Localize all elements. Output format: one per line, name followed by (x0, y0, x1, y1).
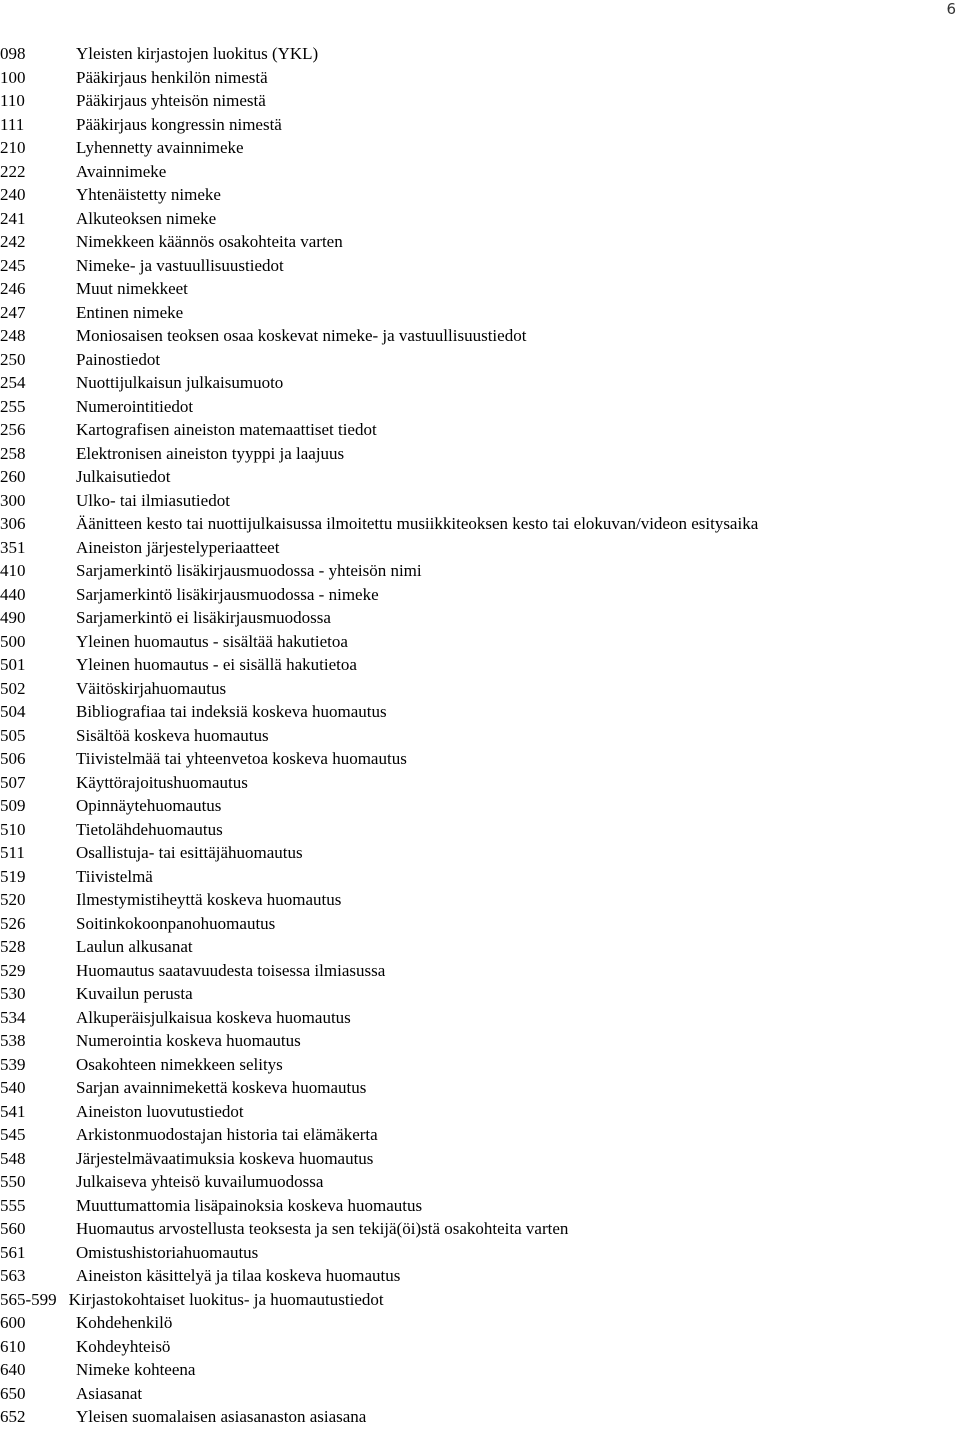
field-description: Kohdehenkilö (76, 1313, 173, 1332)
field-row (0, 1147, 960, 1171)
field-row (0, 136, 960, 160)
field-code: 561 (0, 1242, 26, 1262)
field-code: 507 (0, 772, 26, 792)
field-row (0, 301, 960, 325)
field-row (0, 160, 960, 184)
field-description: Osallistuja- tai esittäjähuomautus (76, 843, 303, 862)
field-code: 540 (0, 1078, 26, 1097)
field-code: 500 (0, 631, 26, 651)
field-description: Yleinen huomautus - sisältää hakutietoa (76, 631, 348, 651)
field-row (0, 207, 960, 231)
field-row (0, 818, 960, 842)
field-row (0, 1194, 960, 1218)
field-code: 258 (0, 443, 26, 463)
field-row (0, 1170, 960, 1194)
field-code: 246 (0, 279, 26, 298)
field-row (0, 277, 960, 301)
field-description: Järjestelmävaatimuksia koskeva huomautus (76, 1148, 374, 1168)
field-code: 505 (0, 725, 26, 745)
field-code: 520 (0, 890, 26, 909)
field-code: 539 (0, 1054, 26, 1074)
field-description: Pääkirjaus kongressin nimestä (76, 114, 282, 134)
field-row (0, 606, 960, 630)
field-row (0, 1264, 960, 1288)
field-row (0, 959, 960, 983)
field-code: 506 (0, 749, 26, 768)
field-code: 545 (0, 1125, 26, 1144)
field-description: Nimeke- ja vastuullisuustiedot (76, 255, 284, 275)
field-code: 100 (0, 67, 26, 87)
field-row (0, 559, 960, 583)
field-code: 519 (0, 866, 26, 886)
field-row (0, 912, 960, 936)
field-description: Käyttörajoitushuomautus (76, 772, 248, 792)
field-code: 548 (0, 1148, 26, 1168)
field-row (0, 442, 960, 466)
field-description: Alkuperäisjulkaisua koskeva huomautus (76, 1007, 351, 1027)
field-description: Avainnimeke (76, 161, 167, 181)
field-code: 250 (0, 349, 26, 369)
field-description: Yleinen huomautus - ei sisällä hakutietoa (76, 655, 357, 674)
field-code: 502 (0, 678, 26, 698)
field-row (0, 794, 960, 818)
field-code: 600 (0, 1313, 26, 1332)
field-code: 247 (0, 302, 26, 322)
field-row (0, 1076, 960, 1100)
field-row (0, 348, 960, 372)
field-code: 351 (0, 537, 26, 557)
field-code: 260 (0, 467, 26, 486)
field-description: Tiivistelmää tai yhteenvetoa koskeva huomautus (76, 749, 407, 768)
field-code: 509 (0, 796, 26, 815)
field-description: Osakohteen nimekkeen selitys (76, 1054, 283, 1074)
field-row (0, 465, 960, 489)
field-code: 410 (0, 561, 26, 580)
field-row (0, 1006, 960, 1030)
field-code: 222 (0, 161, 26, 181)
field-description: Kirjastokohtaiset luokitus- ja huomautustiedot (68, 1289, 384, 1309)
field-row (0, 677, 960, 701)
field-description: Numerointia koskeva huomautus (76, 1031, 301, 1050)
field-row (0, 1217, 960, 1241)
field-row (0, 66, 960, 90)
field-description: Elektronisen aineiston tyyppi ja laajuus (76, 443, 345, 463)
field-code: 440 (0, 584, 26, 604)
field-row (0, 653, 960, 677)
field-row (0, 324, 960, 348)
field-description: Nimekkeen käännös osakohteita varten (76, 232, 343, 251)
field-row (0, 489, 960, 513)
field-description: Väitöskirjahuomautus (76, 678, 227, 698)
field-row (0, 630, 960, 654)
field-code: 242 (0, 232, 26, 251)
field-code: 510 (0, 819, 26, 839)
field-code: 511 (0, 843, 25, 862)
field-code: 245 (0, 255, 26, 275)
field-description: Laulun alkusanat (76, 937, 193, 956)
field-code: 256 (0, 420, 26, 439)
field-description: Pääkirjaus yhteisön nimestä (76, 91, 266, 110)
field-code: 530 (0, 984, 26, 1003)
field-row (0, 395, 960, 419)
field-description: Ulko- tai ilmiasutiedot (76, 490, 230, 510)
page-number: 6 (946, 0, 956, 18)
field-description: Yleisten kirjastojen luokitus (YKL) (76, 44, 319, 63)
field-row (0, 1382, 960, 1406)
field-description: Pääkirjaus henkilön nimestä (76, 67, 268, 87)
field-code: 541 (0, 1101, 26, 1121)
field-description: Lyhennetty avainnimeke (76, 138, 244, 157)
field-row (0, 771, 960, 795)
field-description: Julkaisutiedot (76, 467, 171, 486)
field-description: Muuttumattomia lisäpainoksia koskeva huomautus (76, 1195, 423, 1215)
field-row (0, 230, 960, 254)
field-description: Sisältöä koskeva huomautus (76, 725, 269, 745)
field-description: Arkistonmuodostajan historia tai elämäkerta (76, 1125, 378, 1144)
field-description: Soitinkokoonpanohuomautus (76, 913, 276, 933)
field-code: 650 (0, 1383, 26, 1403)
field-description: Äänitteen kesto tai nuottijulkaisussa ilmoitettu musiikkiteoksen kesto tai elokuvan/videon esitysaika (76, 514, 759, 533)
field-description: Ilmestymistiheyttä koskeva huomautus (76, 890, 342, 909)
field-description: Kartografisen aineiston matemaattiset tiedot (76, 420, 377, 439)
field-row (0, 724, 960, 748)
field-code: 563 (0, 1266, 26, 1285)
field-code: 110 (0, 91, 25, 110)
field-row (0, 1405, 960, 1429)
field-code: 501 (0, 655, 26, 674)
field-description: Moniosaisen teoksen osaa koskevat nimeke- ja vastuullisuustiedot (76, 326, 527, 345)
field-description: Huomautus saatavuudesta toisessa ilmiasussa (76, 960, 386, 980)
field-row (0, 1358, 960, 1382)
field-code: 528 (0, 937, 26, 956)
field-description: Nimeke kohteena (76, 1360, 196, 1379)
field-row (0, 1053, 960, 1077)
field-description: Sarjan avainnimekettä koskeva huomautus (76, 1078, 367, 1097)
field-code: 306 (0, 514, 26, 533)
field-row (0, 418, 960, 442)
field-description: Opinnäytehuomautus (76, 796, 222, 815)
field-code: 550 (0, 1172, 26, 1191)
field-description: Sarjamerkintö lisäkirjausmuodossa - nimeke (76, 584, 379, 604)
field-row (0, 1123, 960, 1147)
field-code: 610 (0, 1336, 26, 1356)
field-row (0, 536, 960, 560)
field-code: 111 (0, 114, 25, 134)
field-code: 504 (0, 702, 26, 721)
field-description: Julkaiseva yhteisö kuvailumuodossa (76, 1172, 324, 1191)
field-code: 300 (0, 490, 26, 510)
field-code: 248 (0, 326, 26, 345)
field-row (0, 583, 960, 607)
field-row (0, 841, 960, 865)
field-row (0, 1241, 960, 1265)
field-row (0, 42, 960, 66)
field-code: 534 (0, 1007, 26, 1027)
field-description: Aineiston luovutustiedot (76, 1101, 244, 1121)
field-code: 640 (0, 1360, 26, 1379)
field-row (0, 183, 960, 207)
field-description: Nuottijulkaisun julkaisumuoto (76, 373, 284, 392)
field-description: Aineiston käsittelyä ja tilaa koskeva huomautus (76, 1266, 401, 1285)
field-code: 098 (0, 44, 26, 63)
field-description: Sarjamerkintö lisäkirjausmuodossa - yhteisön nimi (76, 561, 422, 580)
field-code: 255 (0, 396, 26, 416)
field-description: Bibliografiaa tai indeksiä koskeva huomautus (76, 702, 387, 721)
field-row (0, 865, 960, 889)
field-description: Sarjamerkintö ei lisäkirjausmuodossa (76, 608, 331, 627)
field-code: 555 (0, 1195, 26, 1215)
field-description: Kuvailun perusta (76, 984, 193, 1003)
field-row (0, 1029, 960, 1053)
field-row (0, 700, 960, 724)
field-description: Kohdeyhteisö (76, 1336, 171, 1356)
field-row (0, 982, 960, 1006)
field-code: 529 (0, 960, 26, 980)
field-description: Alkuteoksen nimeke (76, 208, 217, 228)
field-row (0, 113, 960, 137)
field-row (0, 1288, 960, 1312)
field-row (0, 254, 960, 278)
field-row (0, 1311, 960, 1335)
field-row (0, 1335, 960, 1359)
field-code: 652 (0, 1407, 26, 1426)
marc-field-list (0, 42, 960, 1429)
field-description: Numerointitiedot (76, 396, 194, 416)
field-description: Huomautus arvostellusta teoksesta ja sen tekijä(öi)stä osakohteita varten (76, 1219, 569, 1238)
field-code: 538 (0, 1031, 26, 1050)
field-code: 526 (0, 913, 26, 933)
field-description: Painostiedot (76, 349, 161, 369)
field-row (0, 1100, 960, 1124)
field-code: 240 (0, 185, 26, 204)
field-row (0, 89, 960, 113)
field-code: 565-599 (0, 1289, 57, 1309)
field-row (0, 935, 960, 959)
field-code: 254 (0, 373, 26, 392)
field-description: Yleisen suomalaisen asiasanaston asiasana (76, 1407, 367, 1426)
field-description: Muut nimekkeet (76, 279, 188, 298)
field-code: 210 (0, 138, 26, 157)
field-description: Yhtenäistetty nimeke (76, 185, 221, 204)
field-row (0, 512, 960, 536)
field-code: 490 (0, 608, 26, 627)
field-description: Omistushistoriahuomautus (76, 1242, 259, 1262)
field-description: Aineiston järjestelyperiaatteet (76, 537, 280, 557)
field-description: Entinen nimeke (76, 302, 184, 322)
field-row (0, 747, 960, 771)
field-description: Asiasanat (76, 1383, 143, 1403)
field-code: 560 (0, 1219, 26, 1238)
field-row (0, 371, 960, 395)
field-row (0, 888, 960, 912)
field-code: 241 (0, 208, 26, 228)
field-description: Tiivistelmä (76, 866, 153, 886)
field-description: Tietolähdehuomautus (76, 819, 223, 839)
